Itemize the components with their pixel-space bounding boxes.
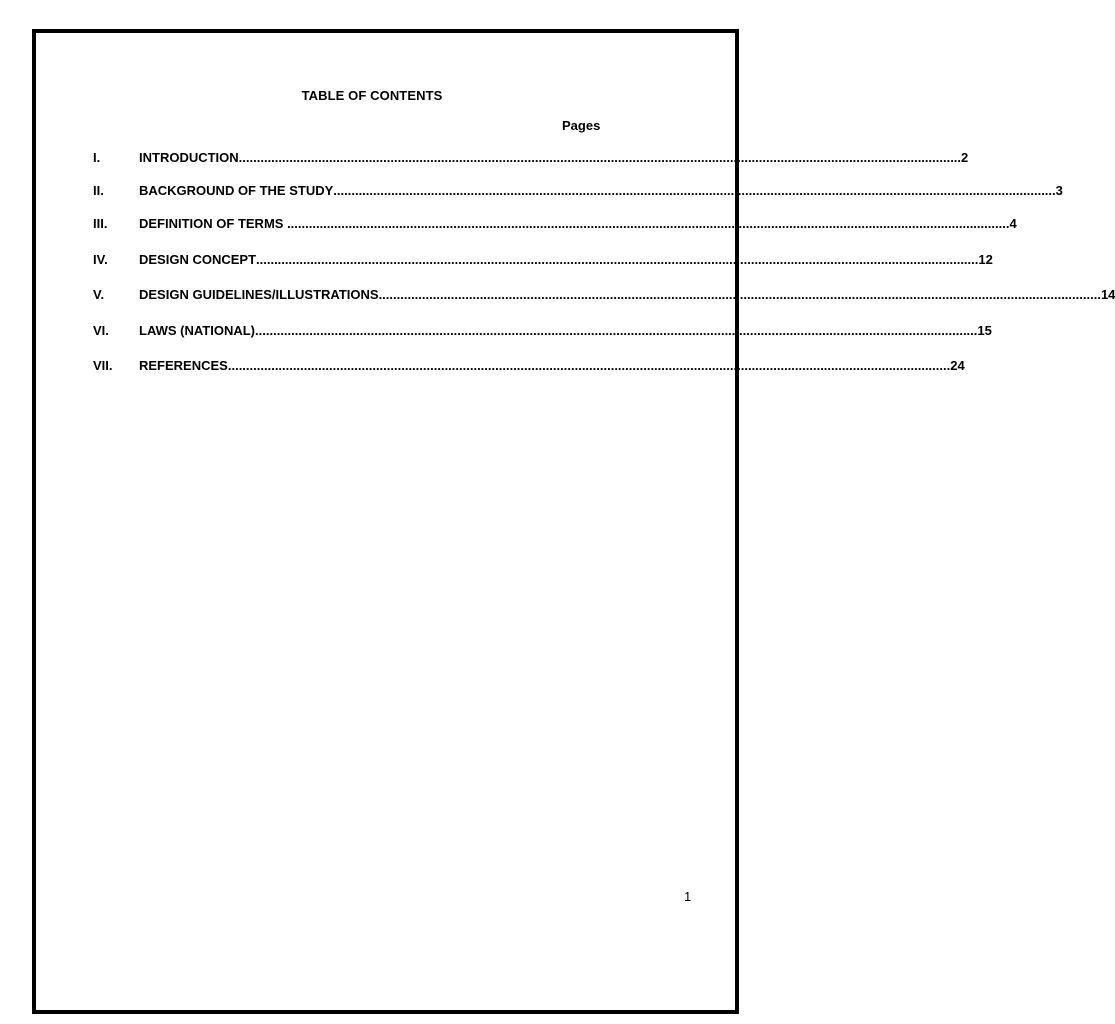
toc-dot-leader: ........................................................................................................................................................................................................	[287, 216, 1010, 231]
toc-entry-background	[93, 183, 1063, 199]
toc-entry-label: REFERENCES	[139, 358, 228, 373]
toc-entry-number: I.	[93, 150, 101, 165]
toc-entry-number: V.	[93, 287, 105, 302]
toc-entry-number: IV.	[93, 252, 108, 267]
toc-entry-line	[139, 358, 965, 374]
toc-entry-label: DESIGN CONCEPT	[139, 252, 257, 267]
toc-entry-line	[139, 252, 993, 268]
page-border	[32, 29, 739, 1014]
toc-entry-design-concept	[93, 252, 993, 268]
toc-dot-leader: ........................................................................................................................................................................................................	[256, 252, 979, 267]
toc-entry-number: III.	[93, 216, 108, 231]
toc-entry-line	[139, 216, 1017, 232]
toc-dot-leader: ........................................................................................................................................................................................................	[238, 150, 962, 165]
toc-dot-leader: ........................................................................................................................................................................................................	[255, 323, 978, 338]
toc-entry-design-guidelines	[93, 287, 1115, 303]
toc-entry-number: VII.	[93, 358, 113, 373]
toc-entry-line	[139, 150, 969, 166]
toc-entry-label: DESIGN GUIDELINES/ILLUSTRATIONS	[139, 287, 379, 302]
toc-entry-introduction	[93, 150, 969, 166]
toc-entry-page: 3	[1055, 183, 1063, 198]
toc-entry-definition	[93, 216, 1017, 232]
toc-entry-laws	[93, 323, 992, 339]
toc-entry-line	[139, 287, 1115, 303]
toc-entry-page: 2	[961, 150, 969, 165]
toc-entry-page: 15	[977, 323, 992, 338]
toc-entry-page: 12	[978, 252, 993, 267]
pages-column-label: Pages	[562, 118, 601, 133]
toc-entry-number: VI.	[93, 323, 109, 338]
toc-entry-references	[93, 358, 965, 374]
page-number: 1	[684, 889, 692, 904]
toc-dot-leader: ........................................................................................................................................................................................................	[227, 358, 951, 373]
toc-entry-page: 4	[1009, 216, 1017, 231]
toc-entry-page: 14	[1100, 287, 1115, 302]
toc-dot-leader: ........................................................................................................................................................................................................	[378, 287, 1101, 302]
toc-entry-label: INTRODUCTION	[139, 150, 239, 165]
toc-entry-number: II.	[93, 183, 104, 198]
toc-entry-label: DEFINITION OF TERMS	[139, 216, 288, 231]
toc-entry-label: BACKGROUND OF THE STUDY	[139, 183, 334, 198]
toc-entry-line	[139, 183, 1063, 199]
toc-entry-line	[139, 323, 992, 339]
toc-title: TABLE OF CONTENTS	[301, 88, 443, 103]
toc-dot-leader: ........................................................................................................................................................................................................	[333, 183, 1056, 198]
toc-entry-page: 24	[950, 358, 965, 373]
toc-entry-label: LAWS (NATIONAL)	[139, 323, 256, 338]
